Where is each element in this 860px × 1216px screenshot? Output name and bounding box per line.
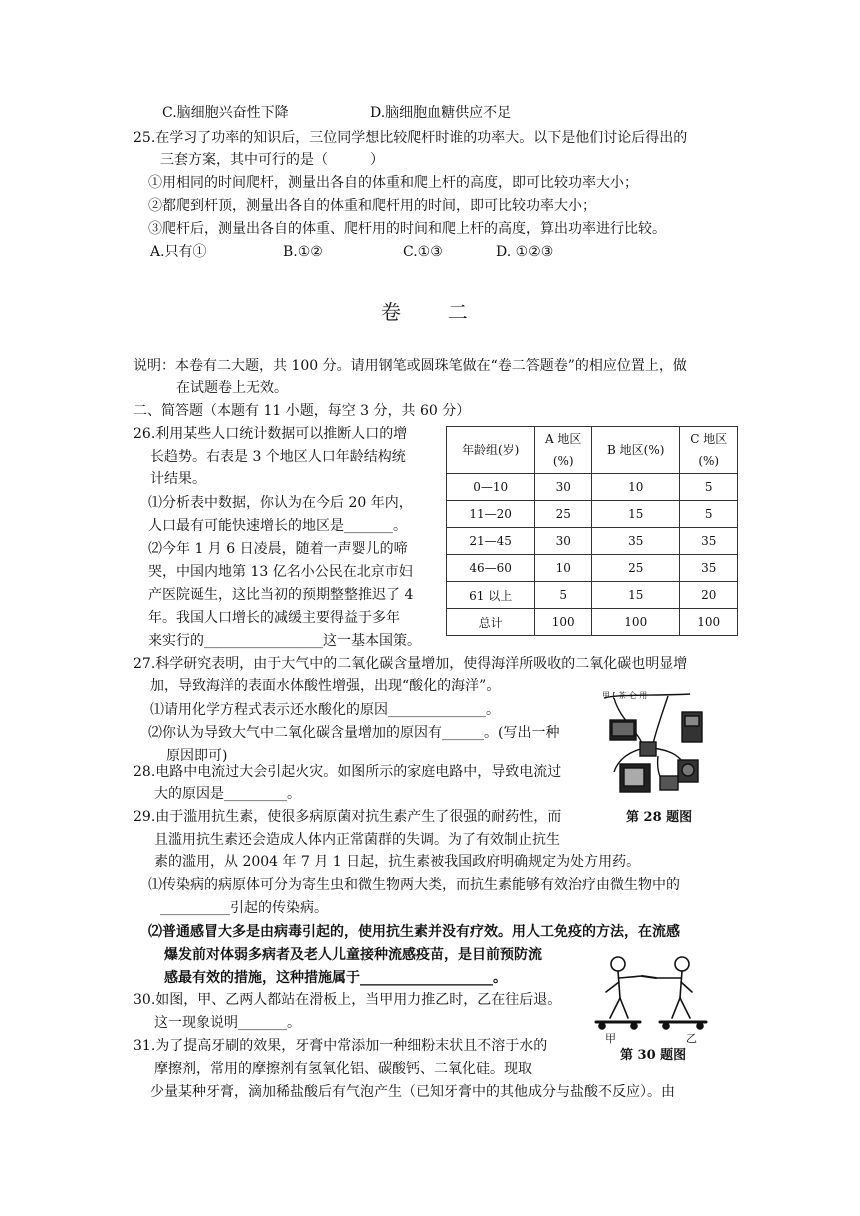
q26-line-7: 哭，中国内地第 13 亿名小公民在北京市妇 bbox=[148, 564, 413, 580]
table-cell: 35 bbox=[680, 528, 738, 555]
table-cell: 0—10 bbox=[447, 474, 535, 501]
table-cell: 5 bbox=[680, 501, 738, 528]
table-cell: 10 bbox=[535, 555, 592, 582]
q25-option-a: A.只有① bbox=[150, 244, 207, 260]
table-row bbox=[447, 501, 738, 528]
table-cell: 5 bbox=[680, 474, 738, 501]
figure-28-caption: 第 28 题图 bbox=[626, 810, 693, 825]
table-header-row bbox=[447, 427, 738, 474]
q29-sub-1: ⑴传染病的病原体可分为寄生虫和微生物两大类，而抗生素能够有效治疗由微生物中的 bbox=[148, 877, 680, 893]
q30-line-2: 这一现象说明_______。 bbox=[154, 1015, 301, 1031]
volume-title-char-1: 卷 bbox=[381, 300, 403, 324]
table-cell: 25 bbox=[535, 501, 592, 528]
volume-title bbox=[381, 296, 470, 325]
table-row bbox=[447, 609, 738, 636]
table-cell: 20 bbox=[680, 582, 738, 609]
q29-sub-2c: 感最有效的措施，这种措施属于___________________。 bbox=[164, 970, 507, 986]
table-row bbox=[447, 582, 738, 609]
table-cell: 总计 bbox=[447, 609, 535, 636]
table-cell: 100 bbox=[535, 609, 592, 636]
q26-line-3: 计结果。 bbox=[150, 471, 206, 487]
table-cell: 15 bbox=[592, 582, 680, 609]
table-cell: 5 bbox=[535, 582, 592, 609]
q31-line-3: 少量某种牙膏，滴加稀盐酸后有气泡产生（已知牙膏中的其他成分与盐酸不反应）。由 bbox=[150, 1084, 675, 1100]
table-cell: 30 bbox=[535, 474, 592, 501]
q31-line-1: 31.为了提高牙刷的效果，牙膏中常添加一种细粉末状且不溶于水的 bbox=[133, 1038, 548, 1054]
figure-28-inscription: 甲 [ 茶 仑 用 bbox=[602, 691, 648, 700]
table-cell: 11—20 bbox=[447, 501, 535, 528]
q26-line-2: 长趋势。右表是 3 个地区人口年龄结构统 bbox=[150, 449, 406, 465]
q25-plan-2: ②都爬到杆顶，测量出各自的体重和爬杆用的时间，即可比较功率大小； bbox=[148, 198, 596, 214]
q28-line-2: 大的原因是_________。 bbox=[154, 786, 301, 802]
figure-30-caption: 第 30 题图 bbox=[620, 1048, 687, 1063]
household-circuit-figure bbox=[598, 690, 716, 808]
q26-line-10: 来实行的_________________这一基本国策。 bbox=[148, 633, 421, 649]
table-cell: 21—45 bbox=[447, 528, 535, 555]
table-cell: 61 以上 bbox=[447, 582, 535, 609]
table-row bbox=[447, 555, 738, 582]
q26-line-1: 26.利用某些人口统计数据可以推断人口的增 bbox=[133, 426, 408, 442]
table-cell: 35 bbox=[680, 555, 738, 582]
q26-line-8: 产医院诞生，这比当初的预期整整推迟了 4 bbox=[148, 587, 414, 603]
table-row bbox=[447, 528, 738, 555]
table-cell: 46—60 bbox=[447, 555, 535, 582]
table-cell: 35 bbox=[592, 528, 680, 555]
volume-title-char-2: 二 bbox=[447, 300, 470, 324]
section-2-heading: 二、简答题（本题有 11 小题，每空 3 分，共 60 分） bbox=[133, 403, 471, 419]
q26-line-4: ⑴分析表中数据，你认为在今后 20 年内， bbox=[148, 495, 413, 511]
header-age-group: 年龄组(岁) bbox=[447, 427, 535, 474]
q29-line-1: 29.由于滥用抗生素，使很多病原菌对抗生素产生了很强的耐药性，而 bbox=[133, 809, 562, 825]
q24-option-d: D.脑细胞血糖供应不足 bbox=[370, 105, 512, 121]
table-cell: 10 bbox=[592, 474, 680, 501]
q25-option-d: D. ①②③ bbox=[496, 244, 554, 260]
q29-line-3: 素的滥用，从 2004 年 7 月 1 日起，抗生素被我国政府明确规定为处方用药。 bbox=[154, 854, 641, 870]
table-cell: 100 bbox=[680, 609, 738, 636]
skateboard-push-figure bbox=[588, 952, 716, 1036]
q27-sub-1: ⑴请用化学方程式表示还水酸化的原因______________。 bbox=[150, 702, 500, 718]
q27-line-2: 加，导致海洋的表面水体酸性增强，出现“酸化的海洋”。 bbox=[150, 678, 501, 694]
q29-sub-2b: 爆发前对体弱多病者及老人儿童接种流感疫苗，是目前预防流 bbox=[164, 947, 542, 963]
q25-line-2: 三套方案，其中可行的是（ ） bbox=[160, 152, 384, 168]
q29-line-2: 且滥用抗生素还会造成人体内正常菌群的失调。为了有效制止抗生 bbox=[154, 832, 560, 848]
header-region-c: C 地区 (%) bbox=[680, 427, 738, 474]
q31-line-2: 摩擦剂，常用的摩擦剂有氢氧化铝、碳酸钙、二氧化硅。现取 bbox=[154, 1061, 532, 1077]
q26-line-5: 人口最有可能快速增长的地区是_______。 bbox=[148, 518, 407, 534]
header-region-b: B 地区(%) bbox=[592, 427, 680, 474]
figure-30-label-jia: 甲 bbox=[605, 1032, 616, 1045]
age-structure-table bbox=[446, 426, 738, 636]
q25-option-c: C.①③ bbox=[403, 244, 443, 260]
table-row bbox=[447, 474, 738, 501]
q25-option-b: B.①② bbox=[283, 244, 323, 260]
q26-line-6: ⑵今年 1 月 6 日凌晨，随着一声婴儿的啼 bbox=[148, 541, 408, 557]
table-cell: 25 bbox=[592, 555, 680, 582]
q27-sub-2: ⑵你认为导致大气中二氧化碳含量增加的原因有______。(写出一种 bbox=[148, 725, 560, 741]
q28-line-1: 28.电路中电流过大会引起火灾。如图所示的家庭电路中，导致电流过 bbox=[133, 764, 562, 780]
q25-line-1: 25.在学习了功率的知识后，三位同学想比较爬杆时谁的功率大。以下是他们讨论后得出的 bbox=[133, 130, 688, 146]
q26-line-9: 年。我国人口增长的减缓主要得益于多年 bbox=[148, 610, 400, 626]
q25-plan-3: ③爬杆后，测量出各自的体重、爬杆用的时间和爬上杆的高度，算出功率进行比较。 bbox=[148, 221, 666, 237]
q30-line-1: 30.如图，甲、乙两人都站在滑板上，当甲用力推乙时，乙在往后退。 bbox=[133, 992, 562, 1008]
header-region-a: A 地区 (%) bbox=[535, 427, 592, 474]
q24-option-c: C.脑细胞兴奋性下降 bbox=[162, 105, 289, 121]
q29-sub-2: ⑵普通感冒大多是由病毒引起的，使用抗生素并没有疗效。用人工免疫的方法，在流感 bbox=[148, 924, 680, 940]
q25-plan-1: ①用相同的时间爬杆，测量出各自的体重和爬上杆的高度，即可比较功率大小； bbox=[148, 175, 638, 191]
note-line-2: 在试题卷上无效。 bbox=[176, 380, 288, 396]
figure-30-label-yi: 乙 bbox=[686, 1032, 697, 1045]
q27-sub-2b: 原因即可) bbox=[166, 748, 228, 764]
note-line-1: 说明：本卷有二大题，共 100 分。请用钢笔或圆珠笔做在“卷二答题卷”的相应位置上，做 bbox=[133, 358, 687, 374]
q29-sub-1b: __________引起的传染病。 bbox=[160, 900, 328, 916]
table-cell: 15 bbox=[592, 501, 680, 528]
table-cell: 30 bbox=[535, 528, 592, 555]
table-cell: 100 bbox=[592, 609, 680, 636]
q27-line-1: 27.科学研究表明，由于大气中的二氧化碳含量增加，使得海洋所吸收的二氧化碳也明显增 bbox=[133, 656, 688, 672]
